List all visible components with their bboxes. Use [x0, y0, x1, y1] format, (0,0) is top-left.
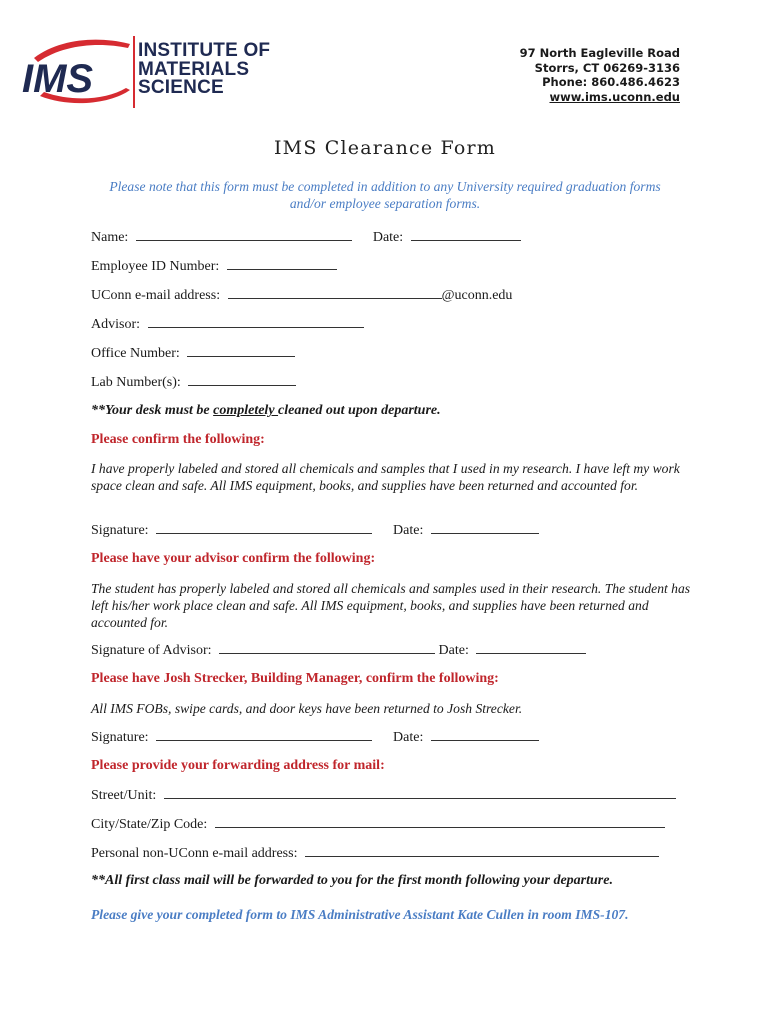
desk-note-suffix: cleaned out upon departure. — [278, 403, 441, 418]
date-field[interactable] — [411, 229, 521, 241]
letterhead — [20, 34, 700, 114]
logo-divider — [132, 36, 136, 108]
desk-note — [91, 403, 441, 419]
logo-letters: IMS — [22, 57, 94, 101]
address-block — [520, 46, 680, 104]
advisor-label: Advisor: — [91, 317, 140, 332]
street-row — [91, 787, 676, 804]
lab-label: Lab Number(s): — [91, 375, 181, 390]
section3-heading: Please have Josh Strecker, Building Manager, confirm the following: — [91, 671, 499, 686]
final-instruction: Please give your completed form to IMS Administrative Assistant Kate Cullen in room IMS-107. — [91, 907, 629, 922]
section3-date-field[interactable] — [431, 729, 539, 741]
city-row — [91, 816, 665, 833]
address-street: 97 North Eagleville Road — [519, 46, 680, 60]
section4-heading: Please provide your forwarding address for mail: — [91, 758, 385, 773]
section2-signature-field[interactable] — [219, 642, 435, 654]
advisor-row — [91, 316, 364, 333]
section1-date-label: Date: — [393, 523, 424, 538]
email-label: UConn e-mail address: — [91, 288, 221, 303]
office-field[interactable] — [187, 345, 295, 357]
address-city: Storrs, CT 06269-3136 — [534, 60, 680, 75]
office-row — [91, 345, 295, 362]
section3-signature-label: Signature: — [91, 730, 149, 745]
section2-date-label: Date: — [438, 643, 469, 658]
name-date-row — [91, 229, 521, 246]
org-name-line3: SCIENCE — [138, 77, 224, 98]
section1-signature-label: Signature: — [91, 523, 149, 538]
city-label: City/State/Zip Code: — [91, 817, 208, 832]
notice-text: Please note that this form must be completed in addition to any University required graduation forms and/or employee separation forms. — [109, 179, 661, 211]
section2-signature-label: Signature of Advisor: — [91, 643, 212, 658]
section2-text: The student has properly labeled and stored all chemicals and samples used in their research. The student has left his/her work place clean and safe. All IMS equipment, books, and supplies have been returned and accounted for. — [91, 581, 691, 630]
section3-signature-field[interactable] — [156, 729, 372, 741]
city-field[interactable] — [215, 816, 665, 828]
section2-date-field[interactable] — [476, 642, 586, 654]
employee-id-label: Employee ID Number: — [91, 259, 220, 274]
section1-date-field[interactable] — [431, 522, 539, 534]
org-name-line2: MATERIALS — [138, 58, 250, 80]
personal-email-row — [91, 845, 659, 862]
section1-signature-row — [91, 522, 539, 539]
form-title: IMS Clearance Form — [273, 137, 497, 159]
lab-field[interactable] — [188, 374, 296, 386]
mail-note: **All first class mail will be forwarded to you for the first month following your departure. — [91, 873, 613, 888]
desk-note-emphasis: completely — [213, 403, 279, 418]
email-suffix: @uconn.edu — [441, 288, 513, 303]
street-field[interactable] — [164, 787, 676, 799]
address-phone: Phone: 860.486.4623 — [542, 75, 680, 89]
section3-date-label: Date: — [393, 730, 424, 745]
lab-row — [91, 374, 296, 391]
section3-signature-row — [91, 729, 539, 746]
email-row — [91, 287, 512, 304]
section2-signature-row — [91, 642, 586, 659]
org-name-line1: INSTITUTE OF — [138, 40, 271, 61]
personal-email-label: Personal non-UConn e-mail address: — [91, 846, 298, 861]
name-field[interactable] — [136, 229, 352, 241]
street-label: Street/Unit: — [91, 788, 157, 803]
section2-heading: Please have your advisor confirm the following: — [91, 551, 376, 566]
email-field[interactable] — [228, 287, 442, 299]
employee-id-field[interactable] — [227, 258, 337, 270]
ims-logo — [20, 34, 320, 110]
office-label: Office Number: — [91, 346, 180, 361]
organization-name — [138, 42, 270, 98]
date-label: Date: — [372, 230, 404, 245]
section3-text: All IMS FOBs, swipe cards, and door keys have been returned to Josh Strecker. — [91, 701, 523, 716]
desk-note-prefix: **Your desk must be — [91, 403, 214, 418]
section1-text: I have properly labeled and stored all chemicals and samples that I used in my research. I have left my work space clean and safe. All IMS equipment, books, and supplies have been returned and accounted for. — [91, 461, 680, 493]
website-link[interactable]: www.ims.uconn.edu — [549, 89, 680, 104]
advisor-field[interactable] — [148, 316, 364, 328]
employee-id-row — [91, 258, 337, 275]
personal-email-field[interactable] — [305, 845, 659, 857]
section1-heading: Please confirm the following: — [91, 432, 265, 447]
ims-logo-icon — [20, 34, 138, 110]
section1-signature-field[interactable] — [156, 522, 372, 534]
name-label: Name: — [91, 230, 129, 245]
